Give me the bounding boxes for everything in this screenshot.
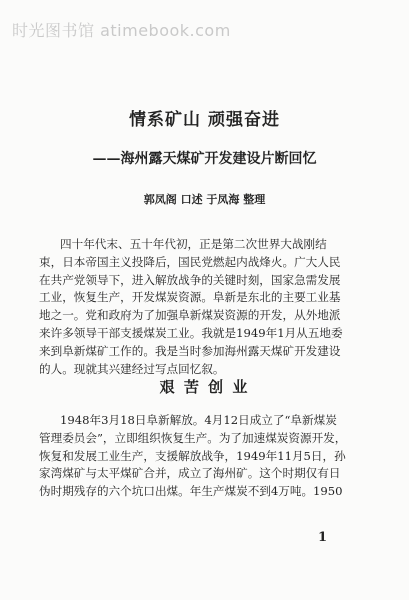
section-heading: 艰 苦 创 业 — [159, 378, 250, 396]
paragraph-line: 四十年代末、五十年代初，正是第二次世界大战刚结 — [60, 237, 327, 251]
article-title: 情系矿山 顽强奋进 — [129, 110, 280, 130]
article-subtitle: ——海州露天煤矿开发建设片断回忆 — [92, 151, 317, 167]
paragraph-line: 1948年3月18日阜新解放。4月12日成立了“阜新煤炭 — [60, 413, 337, 427]
paragraph-line: 工业，恢复生产，开发煤炭资源。阜新是东北的主要工业基 — [39, 290, 341, 305]
paragraph-line: 恢复和发展工业生产，支援解放战争，1949年11月5日，孙 — [39, 448, 346, 463]
body-paragraph — [39, 412, 347, 501]
paragraph-line: 在共产党领导下，进入解放战争的关键时刻，国家急需发展 — [39, 272, 341, 287]
paragraph-line: 伪时期残存的六个坑口出煤。年生产煤炭不到4万吨。1950 — [39, 484, 343, 499]
paragraph-line: 来到阜新煤矿工作的。我是当时参加海州露天煤矿开发建设 — [39, 343, 341, 358]
watermark-text: 时光图书馆 atimebook.com — [12, 21, 231, 40]
paragraph-line: 家湾煤矿与太平煤矿合并，成立了海州矿。这个时期仅有日 — [39, 466, 341, 481]
intro-paragraph — [39, 236, 343, 378]
page-number: 1 — [318, 530, 328, 545]
paragraph-line: 束，日本帝国主义投降后，国民党燃起内战烽火。广大人民 — [39, 254, 341, 269]
paragraph-line: 的人。现就其兴建经过写点回忆叙。 — [39, 361, 225, 376]
paragraph-line: 管理委员会”，立即组织恢复生产。为了加速煤炭资源开发， — [39, 430, 347, 445]
paragraph-line: 地之一。党和政府为了加强阜新煤炭资源的开发，从外地派 — [39, 308, 341, 323]
paragraph-line: 来许多领导干部支援煤炭工业。我就是1949年1月从五地委 — [39, 325, 343, 340]
author-credit: 郭凤阁 口述 于凤海 整理 — [143, 193, 266, 206]
